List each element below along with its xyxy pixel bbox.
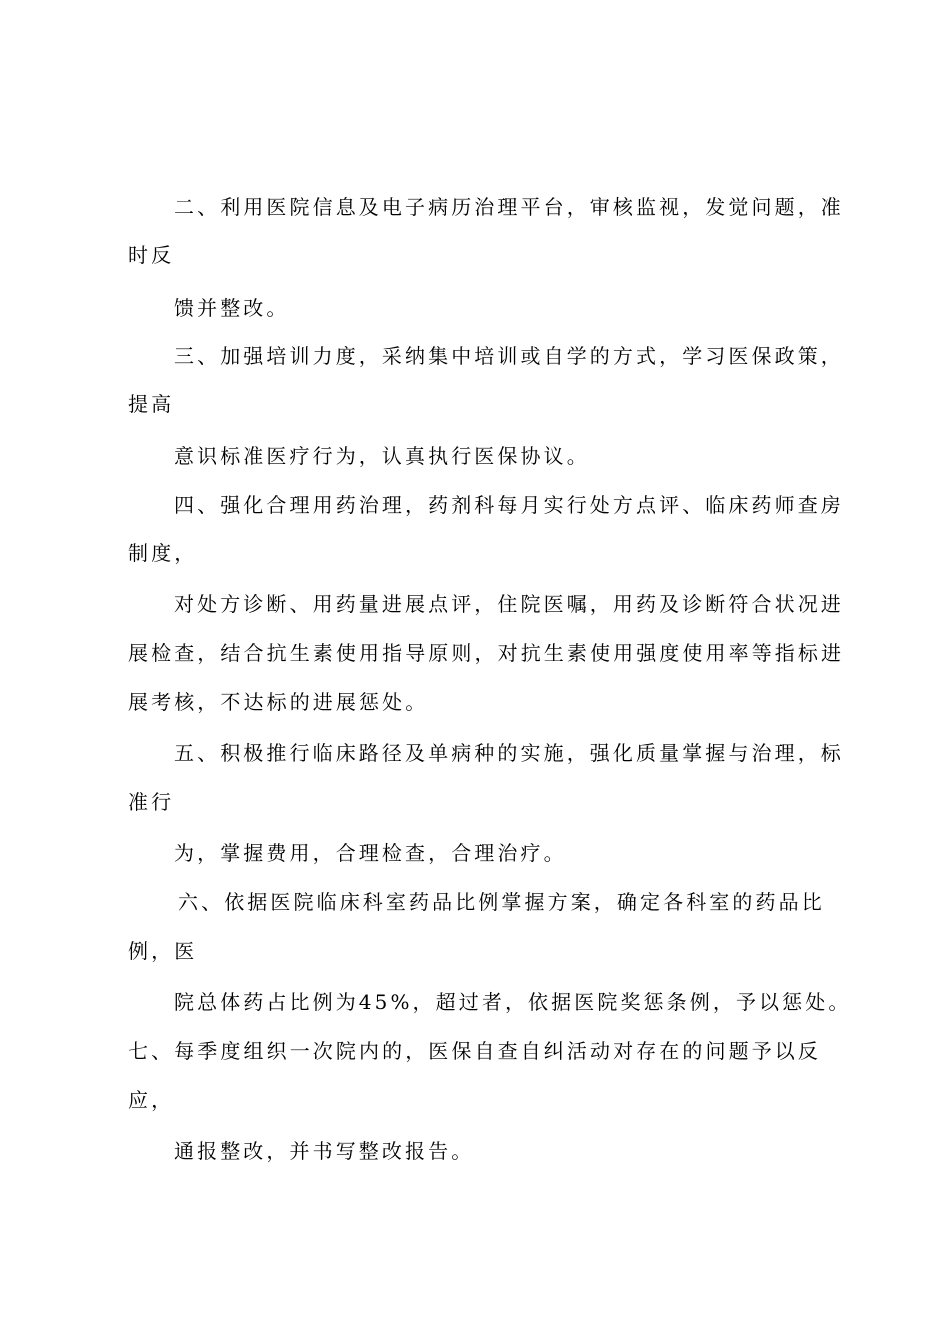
item-3-line-3: 意识标准医疗行为，认真执行医保协议。 [174, 444, 590, 468]
item-6-line-3: 院总体药占比例为45%，超过者，依据医院奖惩条例，予以惩处。 [174, 990, 852, 1014]
item-5-line-3: 为，掌握费用，合理检查，合理治疗。 [174, 841, 567, 865]
item-3-line-2: 提高 [128, 392, 175, 416]
item-4-line-4: 展检查，结合抗生素使用指导原则，对抗生素使用强度使用率等指标进 [128, 641, 845, 665]
item-4-line-2: 制度， [128, 541, 198, 565]
item-4-line-1: 四、强化合理用药治理，药剂科每月实行处方点评、临床药师查房 [174, 493, 844, 517]
item-2-line-2: 时反 [128, 243, 175, 267]
item-2-line-3: 馈并整改。 [174, 296, 290, 320]
item-7-line-3: 通报整改，并书写整改报告。 [174, 1139, 475, 1163]
item-7-line-1: 七、每季度组织一次院内的，医保自查自纠活动对存在的问题予以反 [128, 1039, 821, 1063]
item-7-line-2: 应， [128, 1088, 175, 1112]
item-4-line-5: 展考核，不达标的进展惩处。 [128, 690, 429, 714]
item-5-line-2: 准行 [128, 790, 175, 814]
item-3-line-1: 三、加强培训力度，采纳集中培训或自学的方式，学习医保政策， [174, 344, 844, 368]
item-6-line-2: 例，医 [128, 939, 198, 963]
item-2-line-1: 二、利用医院信息及电子病历治理平台，审核监视，发觉问题，准 [174, 195, 844, 219]
item-4-line-3: 对处方诊断、用药量进展点评，住院医嘱，用药及诊断符合状况进 [174, 592, 844, 616]
item-5-line-1: 五、积极推行临床路径及单病种的实施，强化质量掌握与治理，标 [174, 741, 844, 765]
item-6-line-1: 六、依据医院临床科室药品比例掌握方案，确定各科室的药品比 [178, 890, 825, 914]
